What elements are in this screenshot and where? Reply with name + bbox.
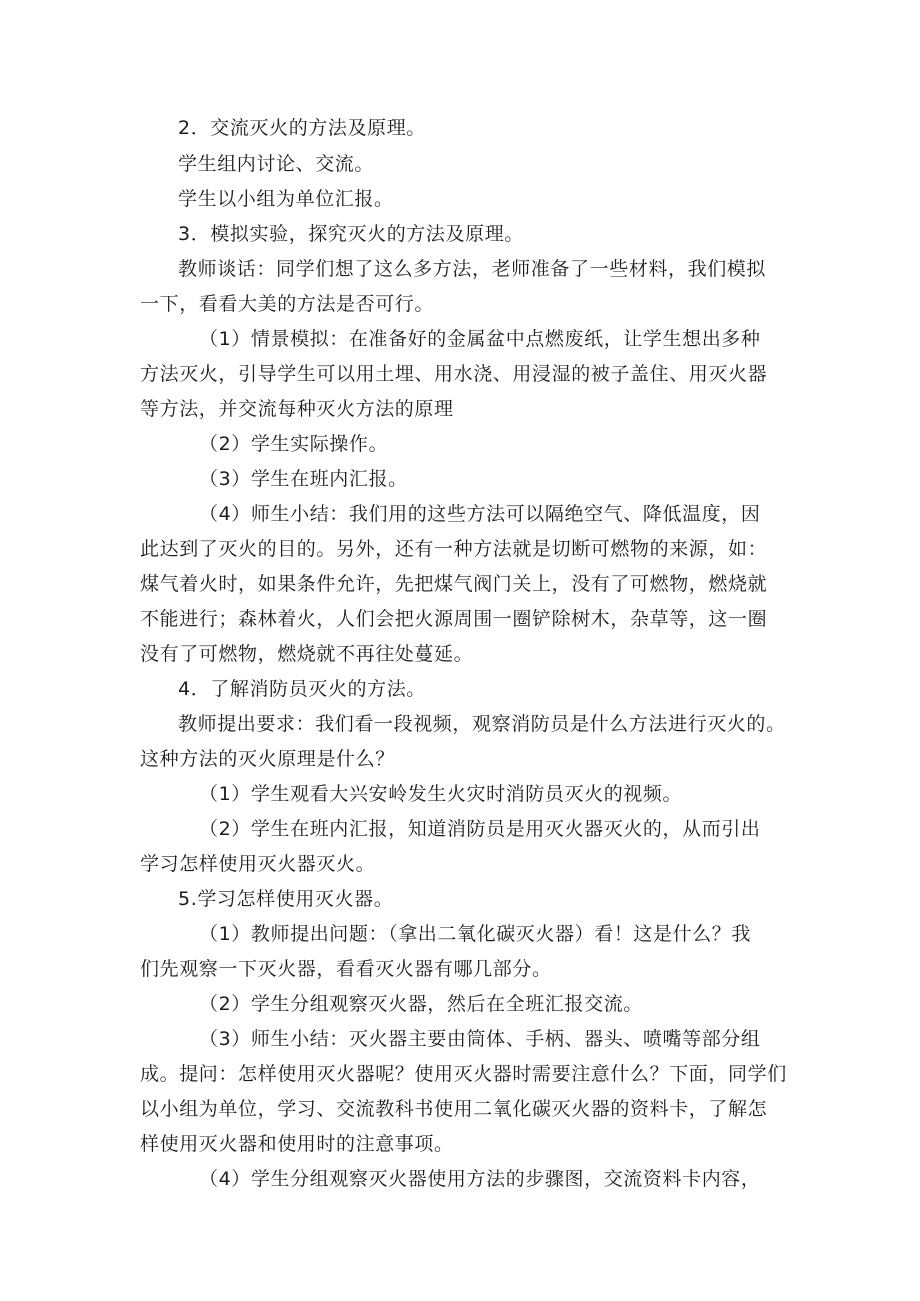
list-item: （3）学生在班内汇报。 bbox=[199, 468, 408, 490]
paragraph-line: 方法灭火，引导学生可以用土埋、用水浇、用浸湿的被子盖住、用灭火器 bbox=[140, 363, 768, 385]
paragraph-line: 以小组为单位，学习、交流教科书使用二氧化碳灭火器的资料卡，了解怎 bbox=[140, 1098, 768, 1120]
heading-3: 3．模拟实验，探究灭火的方法及原理。 bbox=[178, 223, 524, 245]
paragraph-line: 学习怎样使用灭火器灭火。 bbox=[140, 853, 376, 875]
list-item: （4）学生分组观察灭火器使用方法的步骤图，交流资料卡内容， bbox=[199, 1168, 761, 1190]
paragraph-line: 此达到了灭火的目的。另外，还有一种方法就是切断可燃物的来源，如： bbox=[140, 538, 768, 560]
list-item: （2）学生实际操作。 bbox=[199, 433, 389, 455]
paragraph-line: 样使用灭火器和使用时的注意事项。 bbox=[140, 1133, 454, 1155]
paragraph-line: 没有了可燃物，燃烧就不再往处蔓延。 bbox=[140, 643, 474, 665]
paragraph-line: 学生组内讨论、交流。 bbox=[178, 153, 375, 175]
paragraph-line: 等方法，并交流每种灭火方法的原理 bbox=[140, 398, 454, 420]
paragraph-line: 教师谈话：同学们想了这么多方法，老师准备了一些材料，我们模拟 bbox=[178, 258, 767, 280]
list-item: （2）学生在班内汇报，知道消防员是用灭火器灭火的，从而引出 bbox=[199, 818, 761, 840]
heading-5: 5.学习怎样使用灭火器。 bbox=[178, 888, 394, 910]
paragraph-line: 这种方法的灭火原理是什么？ bbox=[140, 748, 395, 770]
list-item: （1）情景模拟：在准备好的金属盆中点燃废纸，让学生想出多种 bbox=[199, 328, 761, 350]
paragraph-line: 教师提出要求：我们看一段视频，观察消防员是什么方法进行灭火的。 bbox=[178, 713, 786, 735]
heading-4: 4．了解消防员灭火的方法。 bbox=[178, 678, 426, 700]
paragraph-line: 成。提问：怎样使用灭火器呢？使用灭火器时需要注意什么？下面，同学们 bbox=[140, 1063, 787, 1085]
heading-2: 2．交流灭火的方法及原理。 bbox=[178, 117, 426, 139]
paragraph-line: 们先观察一下灭火器，看看灭火器有哪几部分。 bbox=[140, 958, 552, 980]
list-item: （1）教师提出问题：（拿出二氧化碳灭火器）看！这是什么？我 bbox=[199, 923, 751, 945]
list-item: （3）师生小结：灭火器主要由筒体、手柄、器头、喷嘴等部分组 bbox=[199, 1028, 761, 1050]
list-item: （4）师生小结：我们用的这些方法可以隔绝空气、降低温度，因 bbox=[199, 503, 761, 525]
paragraph-line: 一下，看看大美的方法是否可行。 bbox=[140, 293, 435, 315]
paragraph-line: 不能进行；森林着火，人们会把火源周围一圈铲除树木，杂草等，这一圈 bbox=[140, 608, 768, 630]
list-item: （2）学生分组观察灭火器，然后在全班汇报交流。 bbox=[199, 993, 643, 1015]
paragraph-line: 煤气着火时，如果条件允许，先把煤气阀门关上，没有了可燃物，燃烧就 bbox=[140, 573, 768, 595]
paragraph-line: 学生以小组为单位汇报。 bbox=[178, 188, 394, 210]
list-item: （1）学生观看大兴安岭发生火灾时消防员灭火的视频。 bbox=[199, 783, 683, 805]
